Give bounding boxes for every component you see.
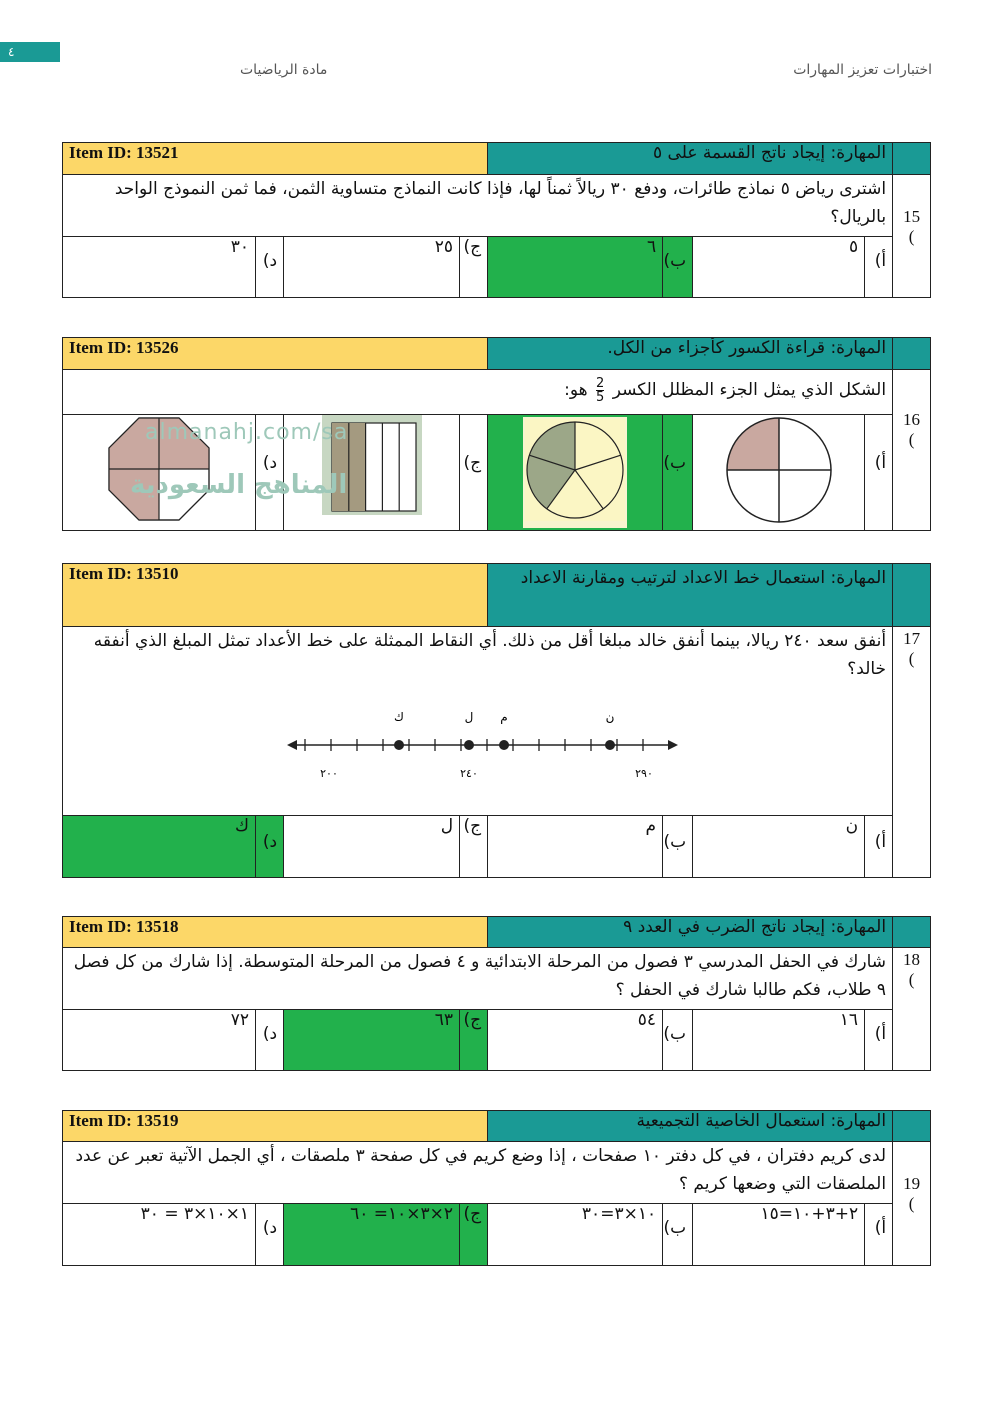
option-a-value[interactable]: ١٦: [693, 1010, 865, 1071]
option-d-value[interactable]: ك: [63, 816, 256, 878]
item-id: Item ID: 13519: [63, 1111, 488, 1142]
skill-label: المهارة: استعمال خط الاعداد لترتيب ومقارنة الاعداد: [488, 564, 893, 627]
item-id: Item ID: 13526: [63, 338, 488, 370]
option-d-value[interactable]: ٣٠: [63, 237, 256, 298]
skill-label: المهارة: استعمال الخاصية التجميعية: [488, 1111, 893, 1142]
item-id: Item ID: 13510: [63, 564, 488, 627]
option-b-label[interactable]: ب): [663, 237, 693, 298]
watermark-url: almanahj.com/sa: [145, 420, 349, 445]
question-text-before: الشكل الذي يمثل الجزء المظلل الكسر: [612, 380, 887, 400]
option-b-label[interactable]: ب): [663, 1010, 693, 1071]
option-a-value[interactable]: ٢+٣+١٠=١٥: [693, 1204, 865, 1266]
number-line: [285, 701, 685, 789]
option-b-figure[interactable]: [488, 415, 663, 531]
option-c-value[interactable]: ٢٥: [284, 237, 460, 298]
question-18: [62, 916, 931, 1071]
question-text: اشترى رياض ٥ نماذج طائرات، ودفع ٣٠ ريالاً ثمناً لها، فإذا كانت النماذج متساوية الثمن، فما ثمن النموذج الواحد بالريال؟: [63, 175, 893, 237]
option-d-label[interactable]: د): [256, 1010, 284, 1071]
option-c-value[interactable]: ل: [284, 816, 460, 878]
circle-quarter-figure: [724, 415, 834, 525]
question-number: 18 ): [893, 948, 931, 1071]
option-b-value[interactable]: م: [488, 816, 663, 878]
option-a-label[interactable]: أ): [865, 415, 893, 531]
option-d-value[interactable]: ١×١٠×٣ = ٣٠: [63, 1204, 256, 1266]
option-c-value[interactable]: ٦٣: [284, 1010, 460, 1071]
question-19: [62, 1110, 931, 1266]
question-number: 19 ): [893, 1142, 931, 1266]
option-c-label[interactable]: ج): [460, 1010, 488, 1071]
point-label-kaf: ك: [394, 710, 404, 724]
option-d-label[interactable]: د): [256, 1204, 284, 1266]
option-c-label[interactable]: ج): [460, 1204, 488, 1266]
option-d-value[interactable]: ٧٢: [63, 1010, 256, 1071]
header-blank: [893, 917, 931, 948]
header-blank: [893, 143, 931, 175]
option-d-label[interactable]: د): [256, 816, 284, 878]
skill-label: المهارة: قراءة الكسور كأجزاء من الكل.: [488, 338, 893, 370]
page-number: ٤: [0, 42, 60, 62]
point-lam: [464, 740, 474, 750]
point-kaf: [394, 740, 404, 750]
question-text-after: هو:: [564, 380, 588, 400]
option-b-label[interactable]: ب): [663, 816, 693, 878]
question-15: [62, 142, 931, 298]
point-label-lam: ل: [464, 710, 474, 724]
option-c-label[interactable]: ج): [460, 415, 488, 531]
option-b-label[interactable]: ب): [663, 415, 693, 531]
point-noon: [605, 740, 615, 750]
point-label-meem: م: [500, 710, 508, 724]
series-title: اختبارات تعزيز المهارات: [793, 62, 932, 78]
question-number: 17 ): [893, 627, 931, 878]
header-blank: [893, 338, 931, 370]
question-number: 16 ): [893, 370, 931, 531]
option-c-value[interactable]: ٢×٣×١٠= ٦٠: [284, 1204, 460, 1266]
tick-label-290: ٢٩٠: [635, 767, 653, 780]
option-d-label[interactable]: د): [256, 237, 284, 298]
question-text: شارك في الحفل المدرسي ٣ فصول من المرحلة الابتدائية و ٤ فصول من المرحلة المتوسطة. إذا شارك من كل فصل ٩ طلاب، فكم طالبا شارك في الحفل ؟: [63, 948, 893, 1010]
question-text: أنفق سعد ٢٤٠ ريالا، بينما أنفق خالد مبلغا أقل من ذلك. أي النقاط الممثلة على خط الأعداد تمثل المبلغ الذي أنفقه خالد؟: [93, 631, 887, 679]
fraction-two-fifths: $\frac{2}{5}$: [596, 375, 605, 405]
option-d-label[interactable]: د): [256, 415, 284, 531]
option-a-figure[interactable]: [693, 415, 865, 531]
question-number: 15 ): [893, 175, 931, 298]
skill-label: المهارة: إيجاد ناتج الضرب في العدد ٩: [488, 917, 893, 948]
point-meem: [499, 740, 509, 750]
option-b-value[interactable]: ١٠×٣=٣٠: [488, 1204, 663, 1266]
option-c-label[interactable]: ج): [460, 237, 488, 298]
tick-label-240: ٢٤٠: [460, 767, 478, 780]
tick-label-200: ٢٠٠: [320, 767, 338, 780]
subject-title: مادة الرياضيات: [240, 62, 328, 78]
option-b-value[interactable]: ٥٤: [488, 1010, 663, 1071]
skill-label: المهارة: إيجاد ناتج القسمة على ٥: [488, 143, 893, 175]
option-a-label[interactable]: أ): [865, 1204, 893, 1266]
item-id: Item ID: 13521: [63, 143, 488, 175]
point-label-noon: ن: [605, 710, 615, 724]
header-blank: [893, 564, 931, 627]
item-id: Item ID: 13518: [63, 917, 488, 948]
question-17: [62, 563, 931, 878]
circle-fifths-figure: [525, 419, 625, 521]
option-a-value[interactable]: ٥: [693, 237, 865, 298]
option-c-label[interactable]: ج): [460, 816, 488, 878]
option-a-value[interactable]: ن: [693, 816, 865, 878]
question-text: [63, 370, 893, 415]
watermark-arabic: المناهج السعودية: [130, 470, 348, 500]
option-b-label[interactable]: ب): [663, 1204, 693, 1266]
question-text: لدى كريم دفتران ، في كل دفتر ١٠ صفحات ، إذا وضع كريم في كل صفحة ٣ ملصقات ، أي الجمل الآتية تعبر عن عدد الملصقات التي وضعها كريم ؟: [63, 1142, 893, 1204]
option-a-label[interactable]: أ): [865, 1010, 893, 1071]
option-b-value[interactable]: ٦: [488, 237, 663, 298]
option-a-label[interactable]: أ): [865, 816, 893, 878]
option-a-label[interactable]: أ): [865, 237, 893, 298]
header-blank: [893, 1111, 931, 1142]
question-text-cell: [63, 627, 893, 816]
